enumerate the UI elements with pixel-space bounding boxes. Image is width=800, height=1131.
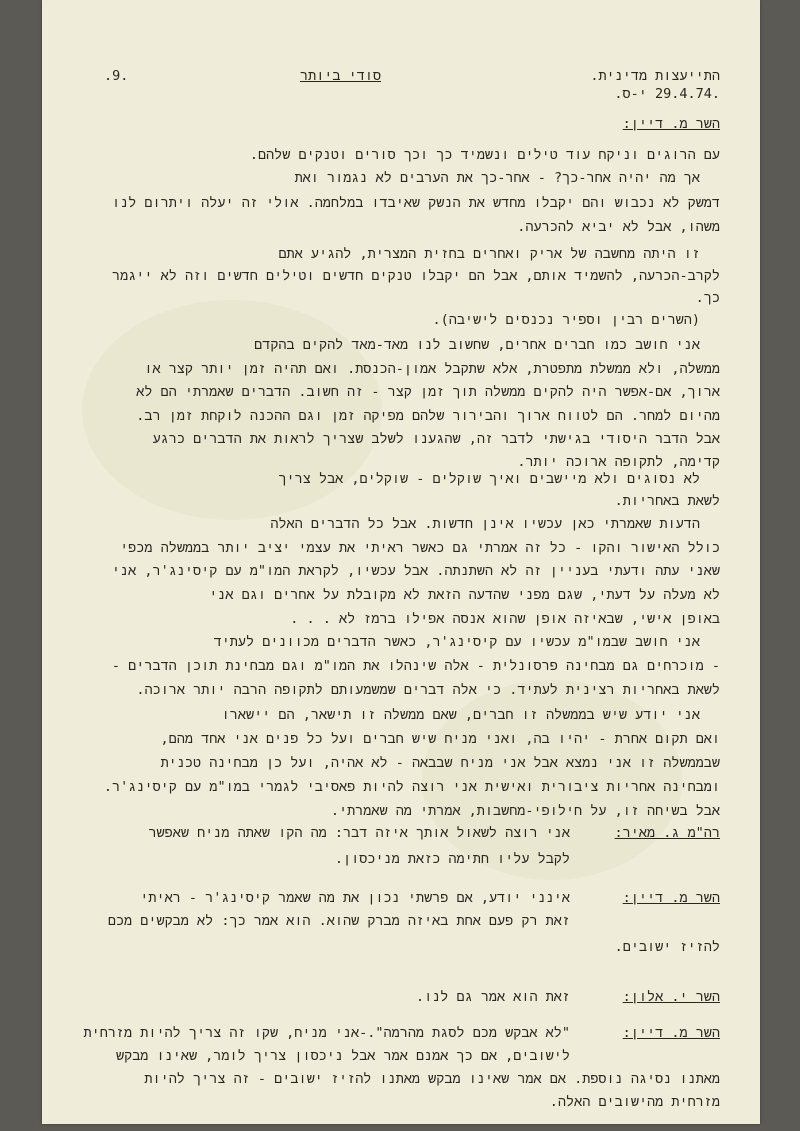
- text-line: מזרחית מהישובים האלה.: [549, 1094, 720, 1110]
- text-line: זו היתה מחשבה של אריק ואחרים בחזית המצרית, להגיע אתם: [278, 246, 700, 262]
- text-line: לא מעלה על דעתי, שגם מפני שהדעה הזאת לא מקובלת על אחרים וגם אני: [209, 587, 720, 603]
- text-line: אינני יודע, אם פרשתי נכון את מה שאמר קיסינג'ר - ראיתי: [140, 890, 570, 906]
- text-line: ארוך, אם-אפשר היה להקים ממשלה תוך זמן קצר - זה חשוב. הדברים שאמרתי הם לא: [136, 384, 720, 400]
- text-line: "לא אבקש מכם לסגת מהרמה".-אני מניח, שקו זה צריך להיות מזרחית: [83, 1025, 570, 1041]
- classification-stamp: סודי ביותר: [300, 68, 382, 84]
- text-line: לא נסוגים ולא מיישבים ואיך שוקלים - שוקלים, אבל צריך: [278, 471, 700, 487]
- speaker-label: השר מ. דיין:: [622, 116, 720, 132]
- text-line: קדימה, לתקופה ארוכה יותר.: [517, 454, 720, 470]
- text-line: אני רוצה לשאול אותך איזה דבר: מה הקו שאתה מניח שאפשר: [148, 825, 570, 841]
- text-line: באופן אישי, שבאיזה אופן שהוא אנסה אפילו ברמז לא . . .: [290, 611, 720, 627]
- text-line: כך.: [695, 290, 720, 306]
- text-line: אך מה יהיה אחר-כך? - אחר-כך את הערבים לא נגמור ואת: [294, 170, 700, 186]
- text-line: הדעות שאמרתי כאן עכשיו אינן חדשות. אבל כל הדברים האלה: [270, 516, 700, 532]
- text-line: מאתנו נסיגה נוספת. אם אמר שאינו מבקש מאתנו להזיז ישובים - זה צריך להיות: [144, 1071, 720, 1087]
- text-line: - מוכרחים גם מבחינה פרסונלית - אלה שינהלו את המו"מ וגם מבחינת תוכן הדברים -: [111, 658, 720, 674]
- text-line: אני חושב שבמו"מ עכשיו עם קיסינג'ר, כאשר הדברים מכוונים לעתיד: [213, 634, 700, 650]
- text-line: ממשלה, ולא ממשלת מתפטרת, אלא שתקבל אמון-הכנסת. ואם תהיה זמן יותר קצר או: [144, 361, 720, 377]
- text-line: אני חושב כמו חברים אחרים, שחשוב לנו מאד-מאד להקים בהקדם: [254, 337, 700, 353]
- text-line: עם הרוגים וניקח עוד טילים ונשמיד כך וכך סורים וטנקים שלהם.: [249, 147, 720, 163]
- text-line: דמשק לא נכבוש והם יקבלו מחדש את הנשק שאיבדו במלחמה. אולי זה יעלה ויתרום לנו: [112, 195, 720, 211]
- text-line: מהיום למחר. הם לטווח ארוך והבירור שלהם מפיקה זמן וגם ההכנה לוקחת זמן רב.: [136, 408, 720, 424]
- text-line: לשאת באחריות רצינית לעתיד. כי אלה דברים שמשמעותם לתקופה הרבה יותר ארוכה.: [136, 682, 720, 698]
- speaker-label: השר י. אלון:: [622, 989, 720, 1005]
- document-page: [42, 0, 760, 1124]
- text-line: לישובים, אם כך אמנם אמר אבל ניכסון צריך לומר, שאינו מבקש: [116, 1048, 570, 1064]
- header-date: .29.4.74 י-ס.: [614, 86, 720, 102]
- text-line: אני יודע שיש בממשלה זו חברים, שאם ממשלה זו תישאר, הם יישארו: [221, 707, 700, 723]
- text-line: אבל הדבר היסודי בגישתי לדבר זה, שהגענו לשלב שצריך לראות את הדברים כרגע: [152, 431, 720, 447]
- text-line: אבל בשיחה זו, על חילופי-מחשבות, אמרתי מה שאמרתי.: [330, 803, 720, 819]
- text-line: ומבחינה אחריות ציבורית ואישית אני רוצה להיות פאסיבי לגמרי במו"מ עם קיסינג'ר.: [103, 779, 720, 795]
- text-line: שבממשלה זו אני נמצא אבל אני מניח שבבאה - לא אהיה, ועל כן מבחינה טכנית: [160, 755, 720, 771]
- header-title: התייעצות מדינית.: [590, 68, 720, 84]
- page-number: .9.: [104, 68, 129, 84]
- text-line: זאת רק פעם אחת באיזה מברק שהוא. הוא אמר כך: לא מבקשים מכם: [107, 913, 570, 929]
- speaker-label: השר מ. דיין:: [622, 890, 720, 906]
- text-line: לקרב-הכרעה, להשמיד אותם, אבל הם יקבלו טנקים חדשים וטילים חדשים וזה לא ייגמר: [112, 268, 720, 284]
- text-line: לשאת באחריות.: [614, 493, 720, 509]
- text-line: שאני עתה ודעתי בעניין זה לא השתנתה. אבל עכשיו, לקראת המו"מ עם קיסינג'ר, אני: [111, 563, 720, 579]
- speaker-label: השר מ. דיין:: [622, 1025, 720, 1041]
- text-line: לקבל עליו חתימה כזאת מניכסון.: [334, 851, 570, 867]
- text-line: ואם תקום אחרת - יהיו בה, ואני מניח שיש חברים ועל כל פנים אני אחד מהם,: [160, 731, 720, 747]
- text-line: זאת הוא אמר גם לנו.: [415, 989, 570, 1005]
- text-line: כולל האישור והקו - כל זה אמרתי גם כאשר ראיתי את עצמי יציב יותר בממשלה מכפי: [120, 540, 720, 556]
- text-line: להזיז ישובים.: [614, 939, 720, 955]
- speaker-label: רה"מ ג. מאיר:: [614, 825, 720, 841]
- text-line: משהו, אבל לא יביא להכרעה.: [517, 219, 720, 235]
- stage-direction: (השרים רבין וספיר נכנסים לישיבה).: [432, 312, 700, 328]
